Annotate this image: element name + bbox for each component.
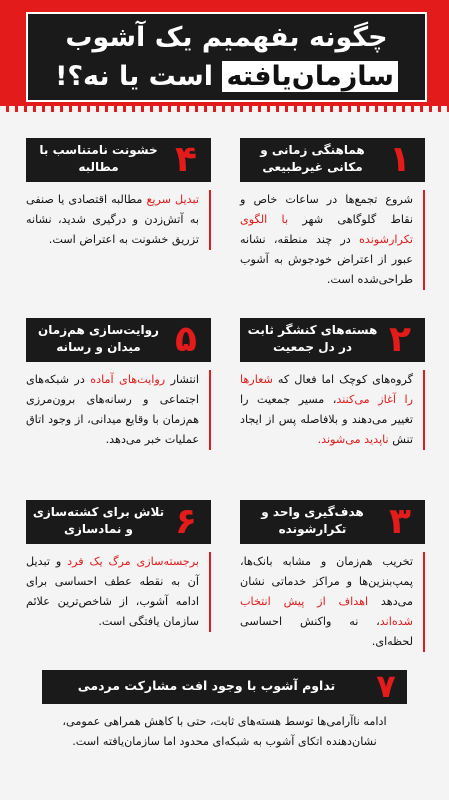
card-header xyxy=(26,500,211,544)
highlighted-text: با الگوی تکرارشونده xyxy=(240,213,413,246)
card-body xyxy=(240,370,425,450)
body-text: شروع تجمع‌ها در ساعات خاص و نقاط گلوگاهی شهر xyxy=(240,193,414,226)
body-text: تخریب هم‌زمان و مشابه بانک‌ها، پمپ‌بنزین‌ها و مراکز خدماتی نشان می‌دهد xyxy=(240,555,413,608)
card-body xyxy=(26,552,211,632)
highlighted-text: ناپدید می‌شوند. xyxy=(317,433,389,446)
body-text: گروه‌های کوچک اما فعال که xyxy=(272,373,413,386)
card-number: ۴ xyxy=(175,139,197,180)
highlighted-text: شعارها را آغاز می‌کنند xyxy=(240,373,413,406)
header xyxy=(0,0,449,112)
card-body: ادامه ناآرامی‌ها توسط هسته‌های ثابت، حتی با کاهش همراهی عمومی، نشان‌دهنده اتکای آشوب به شبکه‌ای محدود اما سازمان‌یافته است. xyxy=(62,715,387,748)
card-heading: تداوم آشوب با وجود افت مشارکت مردمی xyxy=(77,678,336,693)
card-header xyxy=(240,318,425,362)
card-body xyxy=(240,552,425,652)
card-number: ۳ xyxy=(389,501,411,542)
title-box xyxy=(26,12,427,102)
card-6 xyxy=(26,500,211,632)
body-text: در شبکه‌های اجتماعی و رسانه‌های برون‌مرزی هم‌زمان با وقایع میدانی، از وجود اتاق عملیات خبر می‌دهد. xyxy=(26,373,199,446)
card-5 xyxy=(26,318,211,450)
card-heading: تلاش برای کشته‌سازی و نمادسازی xyxy=(32,505,165,536)
body-text: و تبدیل آن به نقطه عطف احساسی برای ادامه آشوب، از شاخص‌ترین علائم سازمان یافتگی است. xyxy=(26,555,199,628)
title-line1: چگونه بفهمیم یک آشوب xyxy=(65,22,388,53)
card-4 xyxy=(26,138,211,250)
card-number: ۵ xyxy=(175,319,197,360)
card-body xyxy=(26,370,211,450)
card-2 xyxy=(240,318,425,450)
body-text: ، نه واکنش احساسی لحظه‌ای. xyxy=(240,615,413,648)
card-header xyxy=(42,667,407,705)
body-text: ، مسیر جمعیت را تغییر می‌دهند و بلافاصله پس از ایجاد تنش xyxy=(240,393,413,446)
card-7 xyxy=(42,667,407,752)
card-header xyxy=(240,500,425,544)
title-rest: است یا نه؟! xyxy=(55,61,214,92)
highlighted-text: برجسته‌سازی مرگ یک فرد xyxy=(67,555,199,568)
body-text: مطالبه اقتصادی یا صنفی به آتش‌زدن و درگیری شدید، نشانه تزریق خشونت به اعتراض است. xyxy=(26,193,199,246)
card-number: ۲ xyxy=(389,319,411,360)
card-header xyxy=(240,138,425,182)
card-1 xyxy=(240,138,425,290)
body-text: انتشار xyxy=(165,373,199,386)
card-heading: هماهنگی زمانی و مکانی غیرطبیعی xyxy=(260,143,365,174)
card-heading: روایت‌سازی هم‌زمان میدان و رسانه xyxy=(38,323,159,354)
card-3 xyxy=(240,500,425,652)
card-heading: هدف‌گیری واحد و تکرارشونده xyxy=(261,505,364,536)
card-header xyxy=(26,318,211,362)
title-highlight: سازمان‌یافته xyxy=(222,61,397,92)
card-heading: هسته‌های کنشگر ثابت در دل جمعیت xyxy=(247,323,378,354)
highlighted-text: روایت‌های آماده xyxy=(90,373,166,386)
card-number: ۶ xyxy=(175,501,197,542)
title-line2 xyxy=(28,60,425,94)
card-body xyxy=(240,190,425,290)
card-body xyxy=(26,190,211,250)
highlighted-text: اهداف از پیش انتخاب شده‌اند xyxy=(240,595,413,628)
card-heading: خشونت نامتناسب با مطالبه xyxy=(39,143,158,174)
body-text: در چند منطقه، نشانه عبور از اعتراض خودجوش به آشوب طراحی‌شده است. xyxy=(240,233,413,286)
highlighted-text: تبدیل سریع xyxy=(146,193,200,206)
card-header xyxy=(26,138,211,182)
card-number: ۷ xyxy=(376,667,396,705)
card-number: ۱ xyxy=(389,139,411,180)
